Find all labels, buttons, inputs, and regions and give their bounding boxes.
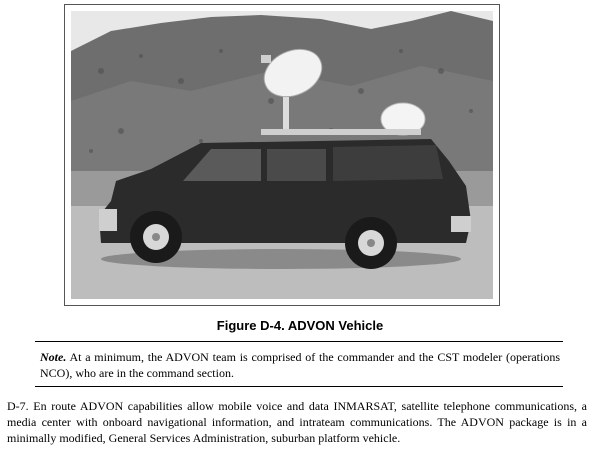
note-block	[40, 349, 560, 381]
paragraph-number: D-7.	[7, 399, 29, 413]
figure-caption: Figure D-4. ADVON Vehicle	[216, 318, 384, 333]
paragraph-d7	[7, 398, 587, 446]
advon-vehicle-photo	[71, 11, 493, 299]
rear-wheel	[345, 217, 397, 269]
note-top-rule	[35, 341, 563, 342]
note-label: Note.	[40, 350, 67, 364]
roof-rack	[261, 129, 421, 135]
photo-illustration	[71, 11, 493, 299]
note-text: At a minimum, the ADVON team is comprised of the commander and the CST modeler (operations NCO), who are in the command section.	[40, 350, 560, 380]
note-bottom-rule	[35, 386, 563, 387]
front-wheel	[130, 211, 182, 263]
paragraph-text: En route ADVON capabilities allow mobile voice and data INMARSAT, satellite telephone communications, a media center with onboard navigational information, and intrateam communications. The ADVON package is in a minimally modified, General Services Administration, suburban platform vehicle.	[7, 399, 587, 445]
figure-frame	[64, 4, 500, 306]
